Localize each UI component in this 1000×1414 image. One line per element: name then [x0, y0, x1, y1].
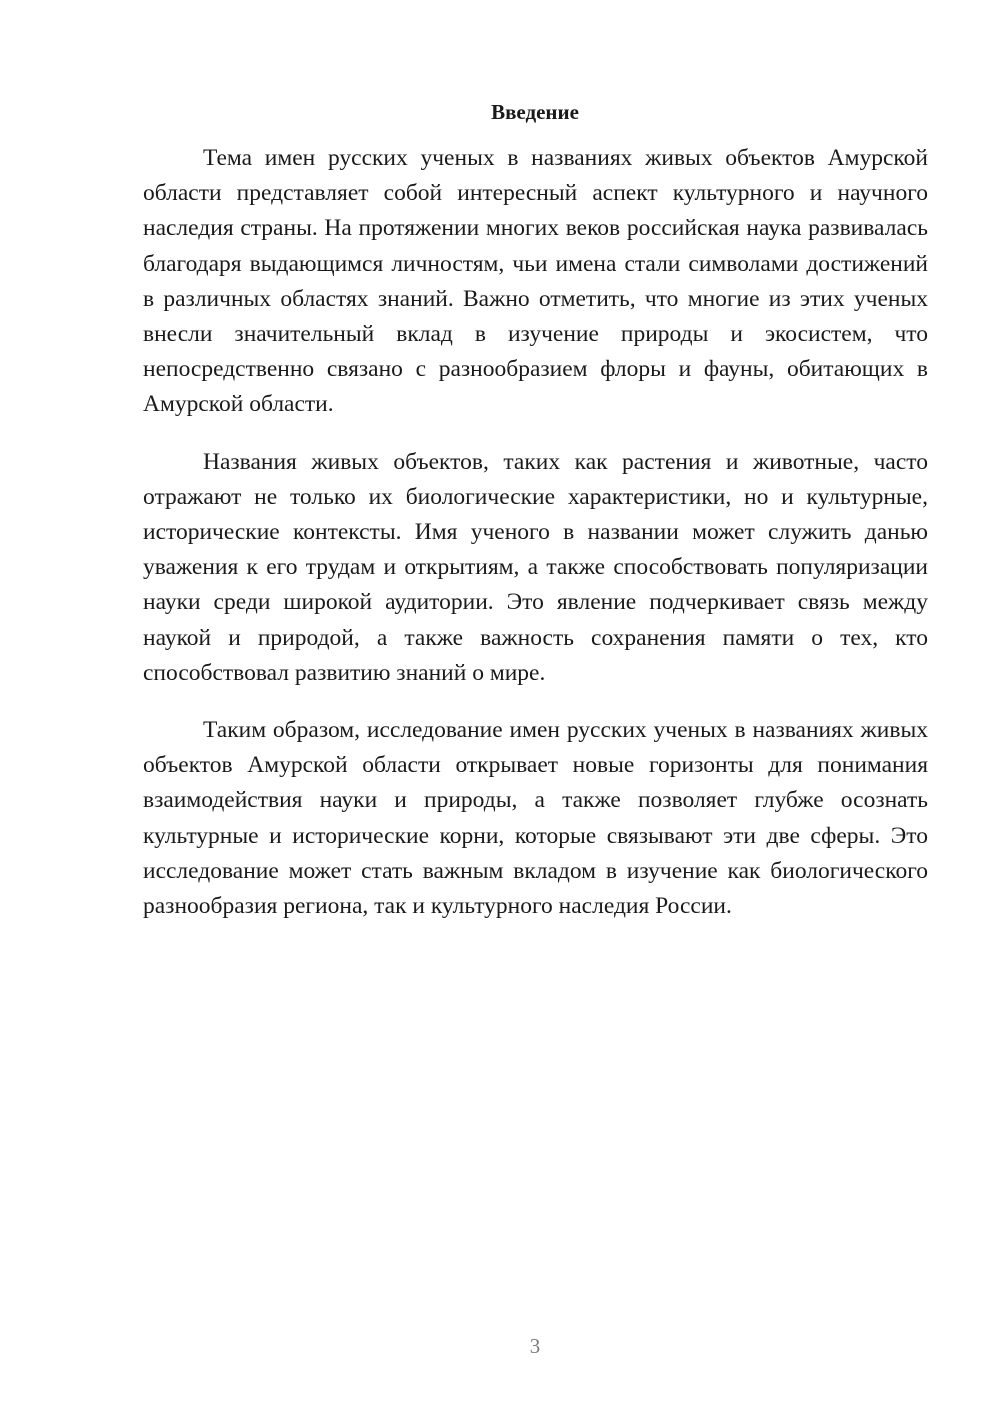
document-body: [143, 141, 928, 946]
page-number: 3: [529, 1334, 541, 1358]
paragraph-2: Названия живых объектов, таких как растения и животные, часто отражают не только их биологические характеристики, но и культурные, исторические контексты. Имя ученого в названии может служить данью уважения к его трудам и открытиям, а также способствовать популяризации науки среди широкой аудитории. Это явление подчеркивает связь между наукой и природой, а также важность сохранения памяти о тех, кто способствовал развитию знаний о мире.: [143, 448, 928, 686]
paragraph-3: Таким образом, исследование имен русских ученых в названиях живых объектов Амурской области открывает новые горизонты для понимания взаимодействия науки и природы, а также позволяет глубже осознать культурные и исторические корни, которые связывают эти две сферы. Это исследование может стать важным вкладом в изучение как биологического разнообразия региона, так и культурного наследия России.: [143, 717, 928, 920]
paragraph-1: Тема имен русских ученых в названиях живых объектов Амурской области представляет собой интересный аспект культурного и научного наследия страны. На протяжении многих веков российская наука развивалась благодаря выдающимся личностям, чьи имена стали символами достижений в различных областях знаний. Важно отметить, что многие из этих ученых внесли значительный вклад в изучение природы и экосистем, что непосредственно связано с разнообразием флоры и фауны, обитающих в Амурской области.: [143, 145, 928, 418]
page-title: Введение: [491, 100, 579, 124]
